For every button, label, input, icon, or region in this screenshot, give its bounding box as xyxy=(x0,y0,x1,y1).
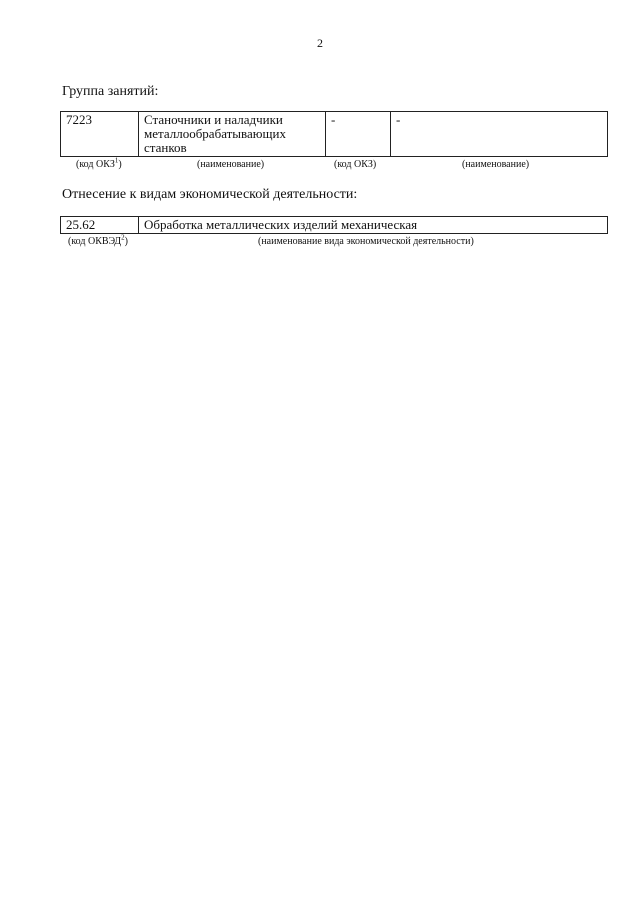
occupation-name-2-cell: - xyxy=(396,112,401,127)
okz-code-2-caption: (код ОКЗ) xyxy=(334,159,377,170)
occupation-group-heading: Группа занятий: xyxy=(62,84,159,99)
activity-table xyxy=(60,216,608,234)
okved-code-caption: (код ОКВЭД$^2$) xyxy=(68,233,128,247)
occupation-name-cell: Станочники и наладчики металлообрабатывающих станков xyxy=(139,112,326,156)
okz-code-cell: 7223 xyxy=(61,112,139,156)
activity-name-caption: (наименование вида экономической деятельности) xyxy=(258,236,474,247)
footnote-2-mark: 2 xyxy=(121,233,125,242)
activity-name-cell: Обработка металлических изделий механическая xyxy=(144,217,418,232)
occupation-table xyxy=(60,111,608,157)
occupation-name-caption: (наименование) xyxy=(197,159,265,170)
footnote-1-mark: 1 xyxy=(114,156,119,165)
page-number: 2 xyxy=(317,36,323,50)
okz-code-2-cell: - xyxy=(326,112,391,156)
occupation-name-2-caption: (наименование) xyxy=(462,159,530,170)
okved-code-cell: 25.62 xyxy=(61,217,139,233)
okz-code-caption: (код ОКЗ$^1$) xyxy=(76,156,122,170)
activity-heading: Отнесение к видам экономической деятельности: xyxy=(62,187,358,202)
